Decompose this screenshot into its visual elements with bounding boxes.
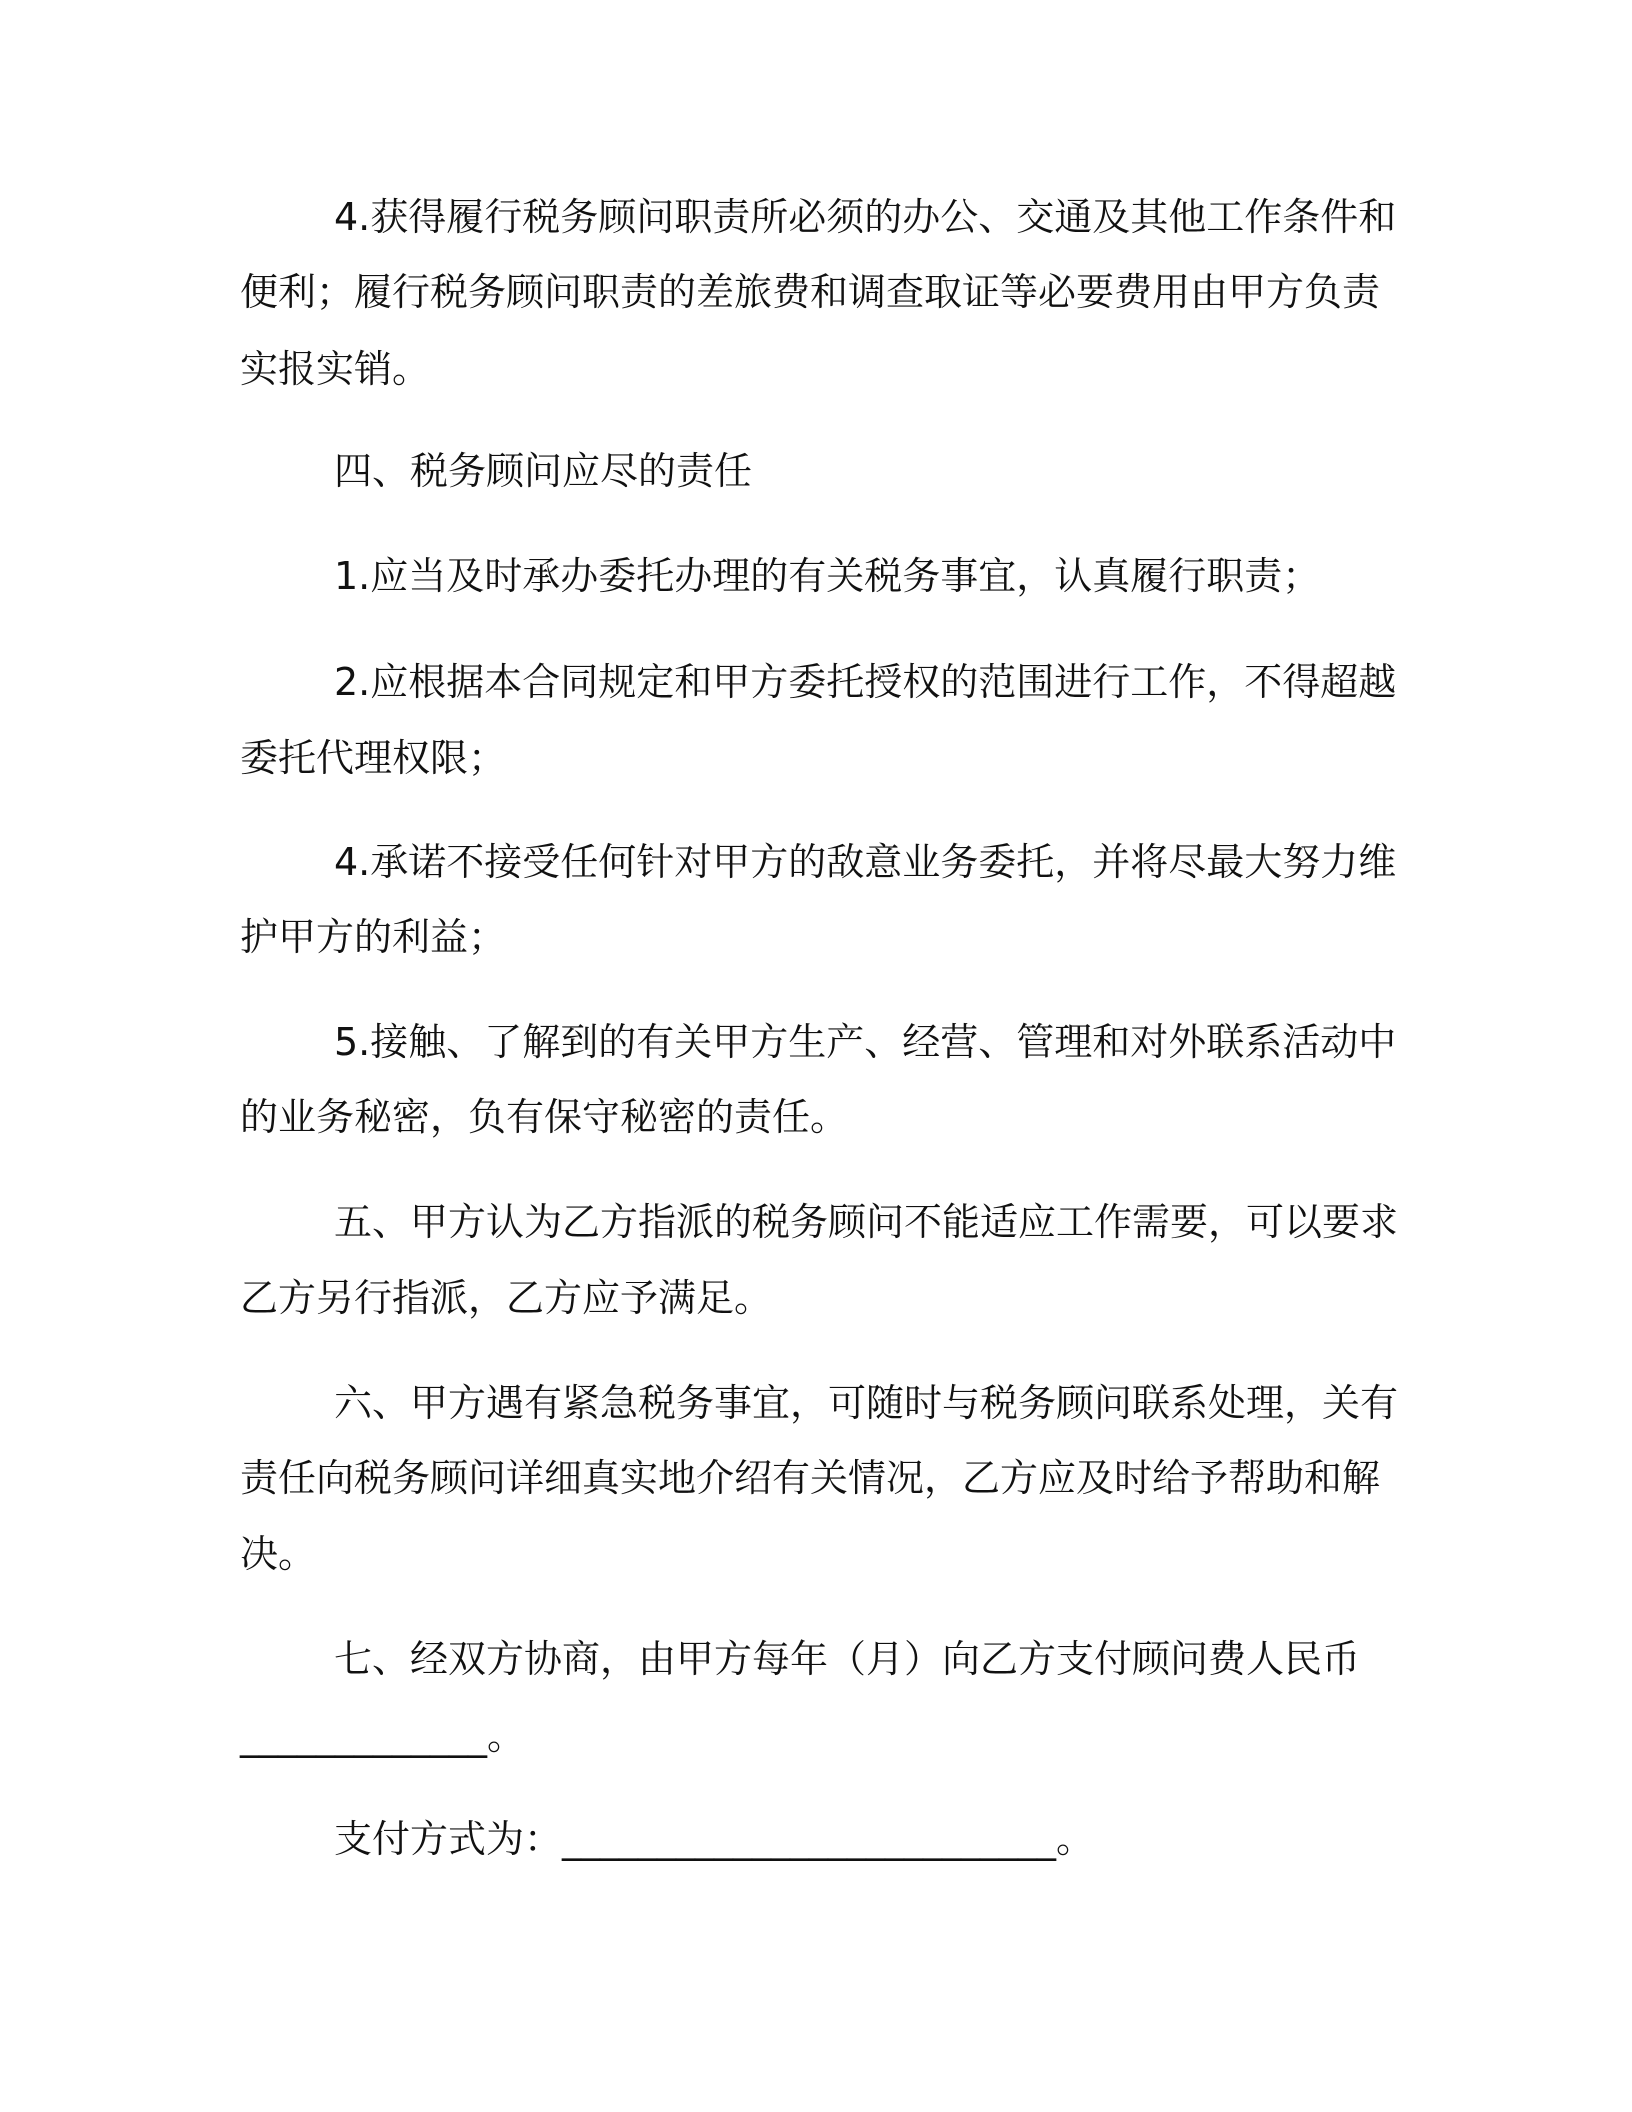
blank-fill-line: _____________。 [240, 1714, 526, 1758]
paragraph-line: 4.获得履行税务顾问职责所必须的办公、交通及其他工作条件和 [334, 195, 1397, 239]
paragraph-line: 2.应根据本合同规定和甲方委托授权的范围进行工作，不得超越 [334, 660, 1397, 704]
payment-method-line: 支付方式为：__________________________。 [334, 1817, 1095, 1861]
paragraph-line: 责任向税务顾问详细真实地介绍有关情况，乙方应及时给予帮助和解 [240, 1456, 1381, 1500]
section-heading: 四、税务顾问应尽的责任 [334, 449, 753, 493]
paragraph-line: 七、经双方协商，由甲方每年（月）向乙方支付顾问费人民币 [334, 1637, 1361, 1681]
paragraph-line: 护甲方的利益； [240, 915, 507, 959]
paragraph-line: 委托代理权限； [240, 736, 507, 780]
paragraph-line: 决。 [240, 1532, 317, 1576]
paragraph-line: 4.承诺不接受任何针对甲方的敌意业务委托，并将尽最大努力维 [334, 840, 1397, 884]
paragraph-line: 5.接触、了解到的有关甲方生产、经营、管理和对外联系活动中 [334, 1020, 1397, 1064]
paragraph-line: 便利；履行税务顾问职责的差旅费和调查取证等必要费用由甲方负责 [240, 270, 1381, 314]
paragraph-line: 五、甲方认为乙方指派的税务顾问不能适应工作需要，可以要求 [334, 1200, 1399, 1244]
paragraph-line: 1.应当及时承办委托办理的有关税务事宜，认真履行职责； [334, 554, 1321, 598]
paragraph-line: 六、甲方遇有紧急税务事宜，可随时与税务顾问联系处理，关有 [334, 1381, 1399, 1425]
paragraph-line: 的业务秘密，负有保守秘密的责任。 [240, 1095, 849, 1139]
paragraph-line: 实报实销。 [240, 347, 431, 391]
paragraph-line: 乙方另行指派，乙方应予满足。 [240, 1276, 773, 1320]
